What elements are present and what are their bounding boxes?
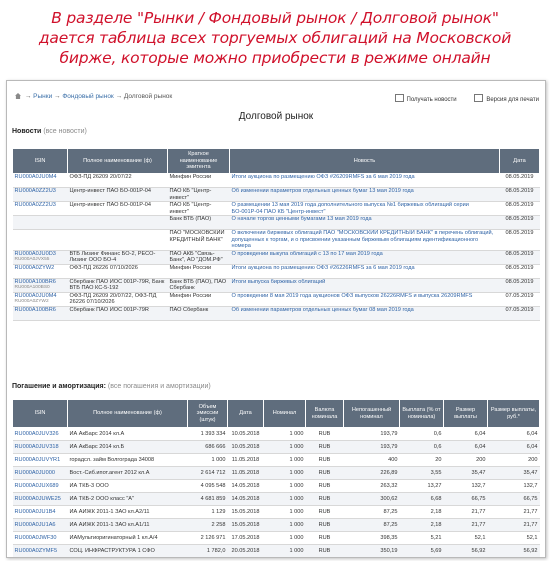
news-text-cell [230, 264, 500, 278]
amort-currency-cell: RUB [306, 493, 344, 506]
news-link[interactable]: О размещении 13 мая 2019 года дополнительного выпуска №1 биржевых облигаций серии БО-001Р-04 ПАО КБ "Центр-инвест" [231, 202, 469, 215]
top-links [379, 94, 539, 103]
amort-payment-rub-cell: 132,7 [488, 480, 540, 493]
isin-link[interactable]: RU000A0JU000 [14, 470, 55, 476]
table-row [13, 441, 540, 454]
amort-header-row [13, 400, 540, 428]
isin-link[interactable]: RU000A0JUV318 [14, 444, 59, 450]
amort-name-cell: СОЦ. ИНФРАСТРУКТУРА 1 СФО [68, 545, 188, 558]
col-news[interactable]: Новость [230, 149, 500, 174]
news-link[interactable]: Об изменении параметров отдельных ценных бумаг 08 мая 2019 года [231, 306, 414, 313]
isin-link[interactable]: RU000A0JU1A6 [14, 522, 56, 528]
amort-outstanding-cell: 350,19 [344, 545, 400, 558]
amort-nominal-cell: 1 000 [264, 428, 306, 441]
all-news-link[interactable]: (все новости) [43, 128, 87, 135]
breadcrumb-stock-market[interactable]: Фондовый рынок [62, 93, 114, 100]
amort-payment-rub-cell: 66,75 [488, 493, 540, 506]
amort-isin-cell [13, 480, 68, 493]
amort-col-name[interactable]: Полное наименование (ф) [68, 400, 188, 428]
amort-name-cell: ИА ТКБ-2 ООО класс "А" [68, 493, 188, 506]
news-link[interactable]: О проведении выкупа облигаций с 13 по 17 мая 2019 года [231, 250, 383, 257]
amort-nominal-cell: 1 000 [264, 545, 306, 558]
amort-outstanding-cell: 87,25 [344, 519, 400, 532]
amort-date-cell: 11.05.2018 [228, 454, 264, 467]
news-isin-cell [13, 202, 68, 216]
amort-isin-cell [13, 519, 68, 532]
amort-currency-cell: RUB [306, 545, 344, 558]
news-name-cell: ОФЗ-ПД 26209 20/07/22 [68, 174, 168, 188]
amort-isin-cell [13, 506, 68, 519]
amort-date-cell: 11.05.2018 [228, 467, 264, 480]
news-text-cell [230, 292, 500, 306]
amort-isin-cell [13, 532, 68, 545]
news-isin-cell [13, 264, 68, 278]
col-full-name[interactable]: Полное наименование (ф) [68, 149, 168, 174]
table-row [13, 278, 540, 292]
amort-currency-cell: RUB [306, 532, 344, 545]
table-row [13, 480, 540, 493]
amort-payment-pct-cell: 13,27 [400, 480, 444, 493]
news-date-cell: 08.05.2019 [500, 216, 540, 230]
amort-name-cell: ИА АИЖК 2011-1 ЗАО кл.А1/11 [68, 519, 188, 532]
news-header-row [13, 149, 540, 174]
amort-outstanding-cell: 87,25 [344, 506, 400, 519]
news-date-cell: 08.05.2019 [500, 264, 540, 278]
amort-volume-cell: 4 681 859 [188, 493, 228, 506]
news-title: Новости [12, 128, 42, 135]
isin-link[interactable]: RU000A0ZYMF5 [14, 548, 58, 554]
amort-nominal-cell: 1 000 [264, 519, 306, 532]
amort-payment-rub-cell: 21,77 [488, 519, 540, 532]
isin-link[interactable]: RU000A0JUV326 [14, 431, 59, 437]
amort-date-cell: 15.05.2018 [228, 506, 264, 519]
table-row [13, 519, 540, 532]
table-row [13, 532, 540, 545]
news-link[interactable]: О включении биржевых облигаций ПАО "МОСКОВСКИЙ КРЕДИТНЫЙ БАНК" в перечень облигаций, допущенных к торгам, и о присвоении указанным биржевым облигациям идентификационного номера [231, 230, 494, 249]
home-icon[interactable] [15, 93, 21, 99]
mail-icon [395, 94, 404, 102]
amort-nominal-cell: 1 000 [264, 441, 306, 454]
table-row [13, 188, 540, 202]
news-text-cell [230, 306, 500, 320]
caption-banner [0, 0, 550, 80]
isin-link[interactable]: RU000A0JUWE25 [14, 496, 61, 502]
amort-date-cell: 14.05.2018 [228, 493, 264, 506]
news-section-title [12, 128, 87, 135]
amort-payment-pct-cell: 20 [400, 454, 444, 467]
news-issuer-cell: ПАО "МОСКОВСКИЙ КРЕДИТНЫЙ БАНК" [168, 230, 230, 251]
table-row [13, 202, 540, 216]
amort-payment-rub-cell: 35,47 [488, 467, 540, 480]
news-text-cell [230, 174, 500, 188]
amort-isin-cell [13, 454, 68, 467]
amort-currency-cell: RUB [306, 428, 344, 441]
amort-nominal-cell: 1 000 [264, 506, 306, 519]
news-name-cell: ОФЗ-ПД 26209 20/07/22, ОФЗ-ПД 26226 07/10/2026 [68, 292, 168, 306]
amort-payment-cell: 66,75 [444, 493, 488, 506]
isin-link[interactable]: RU000A0JU1B4 [14, 509, 56, 515]
news-text-cell [230, 216, 500, 230]
table-row [13, 230, 540, 251]
col-issuer[interactable]: Краткое наименование эмитента [168, 149, 230, 174]
amort-date-cell: 14.05.2018 [228, 480, 264, 493]
amort-isin-cell [13, 545, 68, 558]
amort-payment-rub-cell: 21,77 [488, 506, 540, 519]
amort-volume-cell: 1 129 [188, 506, 228, 519]
browser-content [6, 80, 546, 558]
amort-col-payment-pct[interactable]: Выплата (% от номинала) [400, 400, 444, 428]
amort-payment-pct-cell: 3,55 [400, 467, 444, 480]
amort-date-cell: 10.05.2018 [228, 428, 264, 441]
table-row [13, 467, 540, 480]
news-issuer-cell: Минфин России [168, 292, 230, 306]
amort-col-outstanding[interactable]: Непогашенный номинал [344, 400, 400, 428]
news-text-cell [230, 278, 500, 292]
amort-isin-cell [13, 441, 68, 454]
isin-secondary[interactable]: RU000A100BS0 [14, 285, 50, 290]
amort-nominal-cell: 1 000 [264, 493, 306, 506]
isin-link[interactable]: RU000A0ZZ2U3 [14, 188, 56, 194]
breadcrumb-debt-market: Долговой рынок [123, 93, 173, 100]
news-date-cell: 07.05.2019 [500, 292, 540, 306]
isin-link[interactable]: RU000A0JU0D3 [14, 250, 56, 257]
news-issuer-cell: Банк ВТБ (ПАО), ПАО Сбербанк [168, 278, 230, 292]
amort-col-currency[interactable]: Валюта номинала [306, 400, 344, 428]
news-link[interactable]: Итоги аукциона по размещению ОФЗ #26209RMFS за 6 мая 2019 года [231, 174, 415, 180]
news-date-cell: 08.05.2019 [500, 188, 540, 202]
amort-col-date[interactable]: Дата [228, 400, 264, 428]
news-name-cell: Центр-инвест ПАО БО-001Р-04 [68, 202, 168, 216]
amort-date-cell: 20.05.2018 [228, 545, 264, 558]
table-row [13, 174, 540, 188]
table-row [13, 306, 540, 320]
amort-currency-cell: RUB [306, 467, 344, 480]
news-issuer-cell: Минфин России [168, 264, 230, 278]
amort-payment-cell: 132,7 [444, 480, 488, 493]
news-text-cell [230, 202, 500, 216]
amort-volume-cell: 2 614 712 [188, 467, 228, 480]
amort-nominal-cell: 1 000 [264, 467, 306, 480]
amortization-table [12, 399, 540, 558]
amort-payment-rub-cell: 200 [488, 454, 540, 467]
table-row [13, 428, 540, 441]
caption-line-2: дается таблица всех торгуемых облигаций на Московской [38, 29, 512, 47]
amort-section-title [12, 383, 211, 390]
breadcrumb-markets[interactable]: Рынки [33, 93, 53, 100]
isin-link[interactable]: RU000A0JWF30 [14, 535, 57, 541]
breadcrumb-sep: → [115, 93, 123, 100]
amort-name-cell: ИА ТКБ-3 ООО [68, 480, 188, 493]
news-issuer-cell: Банк ВТБ (ПАО) [168, 216, 230, 230]
amort-currency-cell: RUB [306, 506, 344, 519]
amort-payment-pct-cell: 2,18 [400, 506, 444, 519]
news-link[interactable]: О начале торгов ценными бумагами 13 мая 2019 года [231, 216, 372, 222]
col-date[interactable]: Дата [500, 149, 540, 174]
news-link[interactable]: О проведении 8 мая 2019 года аукционов ОФЗ выпусков 26226RMFS и выпуска 26209RMFS [231, 292, 473, 299]
amort-isin-cell [13, 428, 68, 441]
subscribe-news-label: Получать новости [406, 97, 457, 103]
news-isin-cell [13, 306, 68, 320]
isin-link[interactable]: RU000A0JUVYR1 [14, 457, 61, 463]
amort-outstanding-cell: 400 [344, 454, 400, 467]
amort-volume-cell: 1 393 334 [188, 428, 228, 441]
news-date-cell: 08.05.2019 [500, 230, 540, 251]
amort-payment-pct-cell: 6,68 [400, 493, 444, 506]
amort-outstanding-cell: 193,79 [344, 428, 400, 441]
news-name-cell [68, 216, 168, 230]
news-issuer-cell: Минфин России [168, 174, 230, 188]
amort-payment-pct-cell: 0,6 [400, 428, 444, 441]
isin-link[interactable]: RU000A100BR6 [14, 306, 56, 313]
news-link[interactable]: Итоги аукциона по размещению ОФЗ #26226RMFS за 6 мая 2019 года [231, 264, 415, 271]
amort-payment-pct-cell: 0,6 [400, 441, 444, 454]
amort-name-cell: ИА АкБарс 2014 кл.Б [68, 441, 188, 454]
amort-name-cell: ИА АИЖК 2011-1 ЗАО кл.А2/11 [68, 506, 188, 519]
table-row [13, 250, 540, 264]
amort-volume-cell: 2 126 971 [188, 532, 228, 545]
table-row [13, 292, 540, 306]
news-issuer-cell: ПАО КБ "Центр-инвест" [168, 202, 230, 216]
amort-payment-cell: 21,77 [444, 506, 488, 519]
print-version-link[interactable] [474, 94, 539, 103]
news-isin-cell [13, 216, 68, 230]
news-issuer-cell: ПАО АКБ "Связь-Банк", АО "ДОМ.РФ" [168, 250, 230, 264]
amort-col-payment[interactable]: Размер выплаты [444, 400, 488, 428]
amort-nominal-cell: 1 000 [264, 532, 306, 545]
news-issuer-cell: ПАО Сбербанк [168, 306, 230, 320]
amort-volume-cell: 1 000 [188, 454, 228, 467]
table-row [13, 506, 540, 519]
caption-line-3: бирже, которые можно приобрести в режиме онлайн [59, 49, 491, 67]
amort-outstanding-cell: 300,62 [344, 493, 400, 506]
print-version-label: Версия для печати [486, 97, 539, 103]
news-isin-cell [13, 292, 68, 306]
caption-line-1: В разделе "Рынки / Фондовый рынок / Долговой рынок" [51, 9, 499, 27]
amort-isin-cell [13, 467, 68, 480]
breadcrumb-sep: → [54, 93, 61, 100]
amort-name-cell: ИАМультиоригинаторный 1 кл.А/4 [68, 532, 188, 545]
amort-payment-pct-cell: 2,18 [400, 519, 444, 532]
news-issuer-cell: ПАО КБ "Центр-инвест" [168, 188, 230, 202]
amort-name-cell: Вост.-Сиб.ипот.агент 2012 кл.А [68, 467, 188, 480]
amort-currency-cell: RUB [306, 454, 344, 467]
isin-link[interactable]: RU000A0ZZ2U3 [14, 202, 56, 208]
news-name-cell [68, 230, 168, 251]
table-row [13, 264, 540, 278]
amort-isin-cell [13, 493, 68, 506]
breadcrumb-sep: → [24, 93, 32, 100]
news-text-cell [230, 188, 500, 202]
breadcrumb [15, 93, 172, 100]
isin-secondary[interactable]: RU000A0JVX55 [14, 257, 50, 262]
news-date-cell: 08.05.2019 [500, 250, 540, 264]
amort-col-isin[interactable]: ISIN [13, 400, 68, 428]
amort-currency-cell: RUB [306, 480, 344, 493]
amort-volume-cell: 1 782,0 [188, 545, 228, 558]
table-row [13, 545, 540, 558]
amort-date-cell: 10.05.2018 [228, 441, 264, 454]
news-name-cell: Сбербанк ПАО ИОС 001Р-79R, Банк ВТБ ПАО КС-5-192 [68, 278, 168, 292]
news-date-cell: 08.05.2019 [500, 202, 540, 216]
news-name-cell: ВТБ Лизинг Финанс БО-2, РЕСО-Лизинг ООО БО-4 [68, 250, 168, 264]
news-date-cell: 08.05.2019 [500, 278, 540, 292]
amort-col-payment-rub[interactable]: Размер выплаты, руб.* [488, 400, 540, 428]
amort-payment-rub-cell: 56,92 [488, 545, 540, 558]
news-date-cell: 08.05.2019 [500, 174, 540, 188]
amort-date-cell: 15.05.2018 [228, 519, 264, 532]
isin-link[interactable]: RU000A0JU0M4 [14, 292, 57, 299]
amort-payment-cell: 35,47 [444, 467, 488, 480]
amort-payment-cell: 56,92 [444, 545, 488, 558]
amort-date-cell: 17.05.2018 [228, 532, 264, 545]
news-isin-cell [13, 174, 68, 188]
amort-volume-cell: 686 666 [188, 441, 228, 454]
all-amort-link[interactable]: (все погашения и амортизации) [107, 383, 211, 390]
amort-payment-cell: 21,77 [444, 519, 488, 532]
table-row [13, 493, 540, 506]
news-link[interactable]: Итоги выпуска биржевых облигаций [231, 278, 326, 285]
news-name-cell: Сбербанк ПАО ИОС 001Р-79R [68, 306, 168, 320]
news-isin-cell [13, 278, 68, 292]
isin-link[interactable]: RU000A0ZYW2 [14, 264, 55, 271]
amort-outstanding-cell: 226,89 [344, 467, 400, 480]
amort-payment-rub-cell: 6,04 [488, 441, 540, 454]
news-text-cell [230, 230, 500, 251]
amort-payment-cell: 6,04 [444, 441, 488, 454]
amort-outstanding-cell: 263,32 [344, 480, 400, 493]
amort-payment-pct-cell: 5,69 [400, 545, 444, 558]
news-isin-cell [13, 250, 68, 264]
amort-payment-rub-cell: 6,04 [488, 428, 540, 441]
amort-title: Погашение и амортизация: [12, 383, 106, 390]
table-row [13, 216, 540, 230]
col-isin[interactable]: ISIN [13, 149, 68, 174]
isin-secondary[interactable]: RU000A0ZYW2 [14, 299, 49, 304]
printer-icon [474, 94, 483, 102]
amort-volume-cell: 4 095 548 [188, 480, 228, 493]
isin-link[interactable]: RU000A100BR6 [14, 278, 56, 285]
isin-link[interactable]: RU000A0JUX689 [14, 483, 59, 489]
isin-link[interactable]: RU000A0JU0M4 [14, 174, 57, 180]
amort-payment-cell: 52,1 [444, 532, 488, 545]
news-date-cell: 07.05.2019 [500, 306, 540, 320]
amort-nominal-cell: 1 000 [264, 454, 306, 467]
amort-volume-cell: 2 258 [188, 519, 228, 532]
news-isin-cell [13, 230, 68, 251]
news-name-cell: Центр-инвест ПАО БО-001Р-04 [68, 188, 168, 202]
news-text-cell [230, 250, 500, 264]
amort-name-cell: горадсл. займ Волгограда 34008 [68, 454, 188, 467]
news-link[interactable]: Об изменении параметров отдельных ценных бумаг 13 мая 2019 года [231, 188, 414, 194]
amort-outstanding-cell: 193,79 [344, 441, 400, 454]
amort-currency-cell: RUB [306, 519, 344, 532]
news-name-cell: ОФЗ-ПД 26226 07/10/2026 [68, 264, 168, 278]
amort-payment-rub-cell: 52,1 [488, 532, 540, 545]
amort-payment-cell: 6,04 [444, 428, 488, 441]
news-isin-cell [13, 188, 68, 202]
amort-payment-cell: 200 [444, 454, 488, 467]
amort-col-volume[interactable]: Объем эмиссии (штук) [188, 400, 228, 428]
table-row [13, 454, 540, 467]
amort-currency-cell: RUB [306, 441, 344, 454]
amort-col-nominal[interactable]: Номинал [264, 400, 306, 428]
subscribe-news-link[interactable] [395, 94, 457, 103]
page-title: Долговой рынок [238, 111, 314, 122]
caption-text [10, 8, 540, 68]
amort-outstanding-cell: 398,35 [344, 532, 400, 545]
news-table [12, 148, 540, 321]
amort-name-cell: ИА АкБарс 2014 кл.А [68, 428, 188, 441]
amort-payment-pct-cell: 5,21 [400, 532, 444, 545]
amort-nominal-cell: 1 000 [264, 480, 306, 493]
